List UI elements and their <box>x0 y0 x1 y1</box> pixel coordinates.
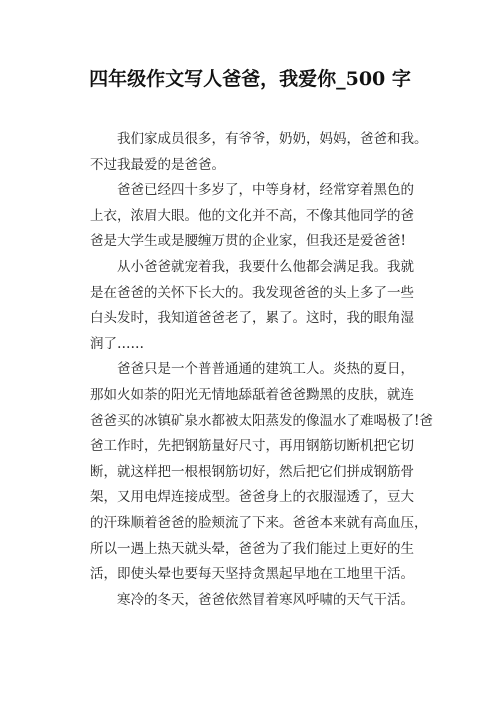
paragraph-1 <box>90 127 430 178</box>
text-line: 润了…… <box>90 335 144 352</box>
text-line: 爸是大学生或是腰缠万贯的企业家，但我还是爱爸爸! <box>90 233 406 250</box>
paragraph-2 <box>90 178 430 255</box>
text-line: 爸爸买的冰镇矿泉水都被太阳蒸发的像温水了难喝极了!爸 <box>90 412 433 429</box>
text-line: 不过我最爱的是爸爸。 <box>90 156 225 173</box>
essay-body <box>90 127 433 613</box>
text-line: 从小爸爸就宠着我，我要什么他都会满足我。我就 <box>117 258 414 275</box>
text-line: 架，又用电焊连接成型。爸爸身上的衣服湿透了，豆大 <box>90 489 414 506</box>
text-line: 是在爸爸的关怀下长大的。我发现爸爸的头上多了一些 <box>90 284 414 301</box>
page-title: 四年级作文写人爸爸，我爱你_500 字 <box>89 68 411 90</box>
text-line: 的汗珠顺着爸爸的脸颊流了下来。爸爸本来就有高血压， <box>90 514 428 531</box>
text-line: 爸爸已经四十多岁了，中等身材，经常穿着黑色的 <box>117 182 414 199</box>
text-line: 爸工作时，先把钢筋量好尺寸，再用钢筋切断机把它切 <box>90 438 414 455</box>
text-line: 爸爸只是一个普普通通的建筑工人。炎热的夏日， <box>117 361 414 378</box>
text-line: 上衣，浓眉大眼。他的文化并不高，不像其他同学的爸 <box>90 207 414 224</box>
text-line: 那如火如荼的阳光无情地舔舐着爸爸黝黑的皮肤，就连 <box>90 386 414 403</box>
text-line: 白头发时，我知道爸爸老了，累了。这时，我的眼角湿 <box>90 310 414 327</box>
paragraph-4 <box>90 357 433 587</box>
text-line: 活，即使头晕也要每天坚持贪黑起早地在工地里干活。 <box>90 566 414 583</box>
text-line: 寒冷的冬天，爸爸依然冒着寒风呼啸的天气干活。 <box>117 591 414 608</box>
paragraph-5 <box>90 588 430 614</box>
text-line: 我们家成员很多，有爷爷，奶奶，妈妈，爸爸和我。 <box>117 131 428 147</box>
text-line: 所以一遇上热天就头晕，爸爸为了我们能过上更好的生 <box>90 540 414 557</box>
paragraph-3 <box>90 255 430 357</box>
text-line: 断，就这样把一根根钢筋切好，然后把它们拼成钢筋骨 <box>90 463 414 480</box>
